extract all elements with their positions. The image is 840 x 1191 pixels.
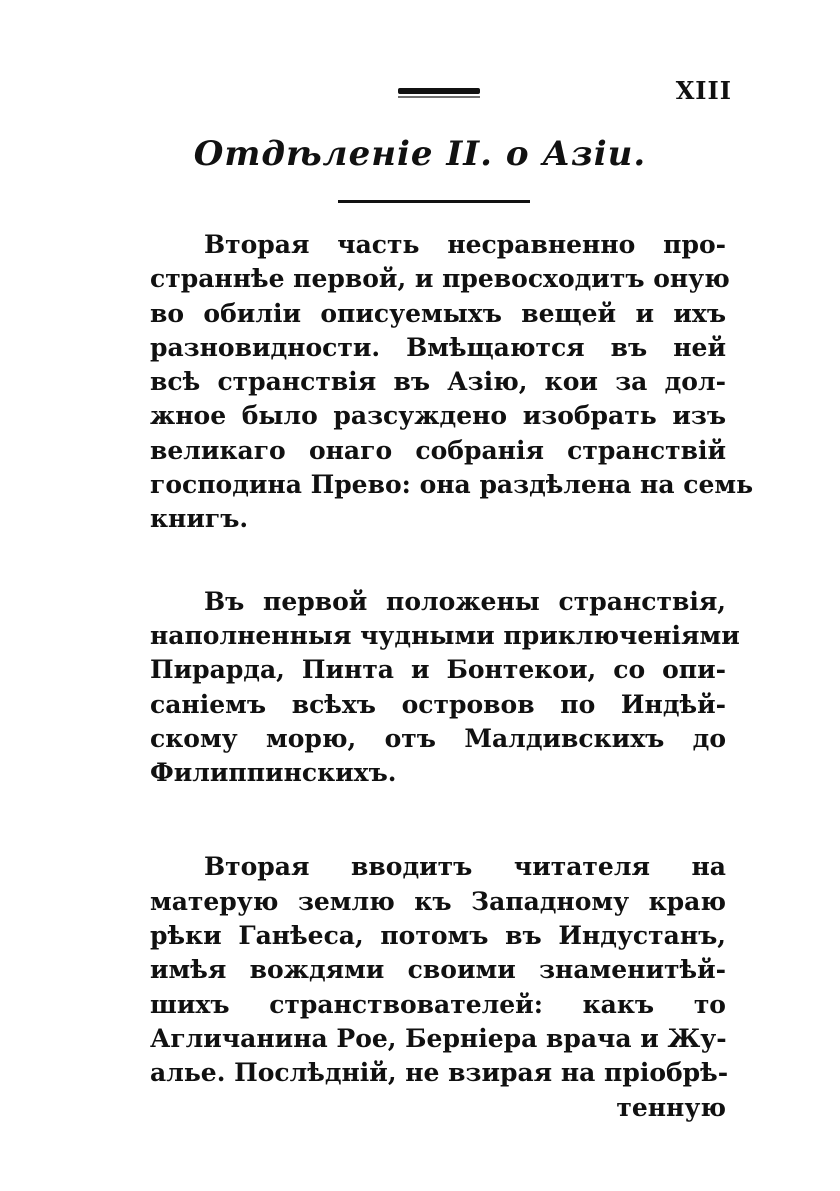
text-line: скому морю, отъ Малдивскихъ до: [150, 723, 726, 753]
text-line: разновидности. Вмѣщаются въ ней: [150, 332, 726, 362]
text-line: саніемъ всѣхъ островов по Индѣй-: [150, 689, 726, 719]
text-line: господина Прево: она раздѣлена на семь: [150, 470, 754, 500]
text-line: Филиппинскихъ.: [150, 758, 397, 788]
text-line: имѣя вождями своими знаменитѣй-: [150, 955, 726, 985]
page-number: XIII: [675, 76, 732, 105]
text-line: всѣ странствія въ Азію, кои за дол-: [150, 367, 726, 397]
text-line: Вторая часть несравненно про-: [204, 230, 726, 259]
text-line: наполненныя чудными приключеніями: [150, 620, 740, 650]
text-line: рѣки Ганѣеса, потомъ въ Индустанъ,: [150, 921, 726, 951]
text-line: Агличанина Рое, Берніера врача и Жу-: [150, 1023, 727, 1053]
text-line: страннѣе первой, и превосходитъ оную: [150, 264, 730, 294]
catchword: тенную: [616, 1092, 726, 1122]
text-line: матерую землю къ Западному краю: [150, 886, 726, 916]
title-rule: [338, 200, 530, 203]
text-line: Вторая вводитъ читателя на: [204, 852, 726, 882]
header-ornament: [398, 88, 480, 94]
text-line: Въ первой положены странствія,: [204, 586, 726, 616]
text-line: алье. Послѣдній, не взирая на пріобрѣ-: [150, 1058, 729, 1088]
paragraph-gap: [150, 537, 726, 585]
text-line: шихъ странствователей: какъ то: [150, 989, 726, 1019]
text-line: во обиліи описуемыхъ вещей и ихъ: [150, 298, 726, 328]
text-line: жное было разсуждено изобрать изъ: [150, 401, 726, 431]
text-line: Пирарда, Пинта и Бонтекои, со опи-: [150, 655, 726, 685]
text-line: книгъ.: [150, 504, 249, 534]
section-title: Отдѣленіе II. о Азіи.: [193, 134, 647, 174]
paragraph-gap: [150, 790, 726, 850]
text-line: великаго онаго собранія странствій: [150, 435, 726, 465]
body-text: [150, 228, 754, 1125]
